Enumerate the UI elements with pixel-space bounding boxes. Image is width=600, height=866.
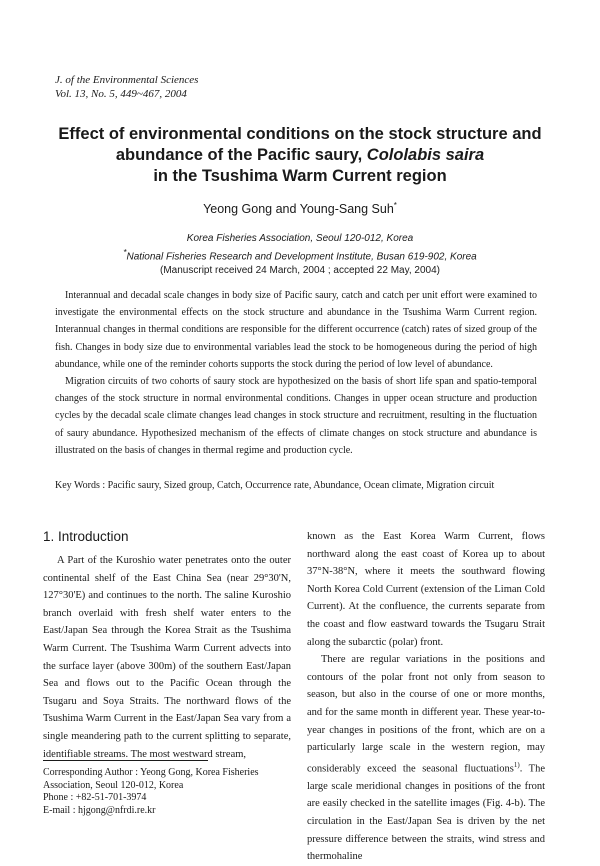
intro-paragraph-3: [307, 651, 545, 866]
keywords: Key Words : Pacific saury, Sized group, Catch, Occurrence rate, Abundance, Ocean climate, Migration circuit: [55, 480, 495, 491]
footnote-email: E-mail : hjgong@nfrdi.re.kr: [43, 804, 156, 816]
intro-paragraph-3-text-a: There are regular variations in the positions and contours of the polar front not only from season to season, but also in the course of one or more months, and for the same month in different year. These year-to-year changes in positions of the front, which are on a particularly large scale in the western region, may considerably exceed the seasonal fluctuations: [307, 654, 545, 775]
author-list: [0, 201, 600, 216]
abstract: [55, 287, 537, 459]
affiliation-2: [0, 246, 600, 263]
title-line-2-text: abundance of the Pacific saury,: [115, 146, 363, 164]
title-line-3: in the Tsushima Warm Current region: [153, 167, 447, 185]
manuscript-dates: (Manuscript received 24 March, 2004 ; accepted 22 May, 2004): [160, 265, 440, 276]
footnote-phone: Phone : +82-51-701-3974: [43, 792, 147, 803]
paper-title: [30, 124, 570, 187]
author-names: Yeong Gong and Young-Sang Suh: [203, 202, 394, 217]
author-marker: *: [393, 201, 397, 210]
section-heading-introduction: 1. Introduction: [43, 529, 129, 544]
title-line-1: Effect of environmental conditions on the stock structure and: [58, 125, 542, 143]
citation-ref: 1): [513, 760, 520, 769]
journal-name: J. of the Environmental Sciences: [55, 74, 199, 86]
intro-paragraph-3-text-b: . The large scale meridional changes in positions of the front are easily checked in the satellite images (Fig. 4-b). The circulation in the East/Japan Sea is driven by the net pressure difference between the straits, wind stress and thermohaline: [307, 763, 546, 863]
species-name: Cololabis saira: [366, 146, 485, 164]
title-line-2: [30, 145, 570, 166]
intro-paragraph-2: known as the East Korea Warm Current, flows northward along the east coast of Korea up to about 37°N-38°N, where it meets the southward flowing North Korea Cold Current (extension of the Liman Cold Current). At the confluence, the currents separate from the coast and flow eastward towards the Tsugaru Strait along the subarctic (polar) front.: [307, 531, 545, 648]
affiliation-1-text: Korea Fisheries Association, Seoul 120-012, Korea: [186, 233, 414, 244]
footnote-author: Corresponding Author : Yeong Gong, Korea Fisheries: [43, 767, 259, 778]
footnote-address: Association, Seoul 120-012, Korea: [43, 779, 184, 791]
affiliation-1: [0, 232, 600, 245]
column-left: [43, 552, 291, 763]
footnote: [43, 767, 259, 817]
footnote-rule: [43, 760, 208, 761]
intro-paragraph-1: A Part of the Kuroshio water penetrates onto the outer continental shelf of the East China Sea (near 29°30'N, 127°30'E) and continues to the north. The saline Kuroshio branch overlaid with fresh shelf water enters to the East/Japan Sea through the Korea Strait as the Tsushima Warm Current. The Tsushima Warm Current advects into the surface layer (above 300m) of the southern East/Japan Sea and flows out to the Pacific Ocean through the Tsugaru and Soya Straits. The northward flows of the Tsushima Warm Current in the East/Japan Sea vary from a single meandering path to the current splitting to separate, identifiable streams. The most westward stream,: [43, 555, 291, 760]
journal-citation: [55, 73, 198, 101]
affiliation-2-text: National Fisheries Research and Development Institute, Busan 619-902, Korea: [126, 251, 477, 263]
column-right: [307, 528, 545, 866]
affiliation-2-marker: *: [123, 247, 127, 257]
journal-volume: Vol. 13, No. 5, 449~467, 2004: [55, 88, 187, 100]
abstract-paragraph-1: Interannual and decadal scale changes in body size of Pacific saury, catch and catch per unit effort were examined to investigate the environmental effects on the stock structure and abundance in the Tsushima Warm Current region. Interannual changes in thermal conditions are responsible for the different occurrence (catch) rates of sized group of the fish. Changes in body size due to environmental variables lead the stock to be homogeneous during the period of high abundance, while one of the reminder cohorts supports the stock during the period of low level of abundance.: [55, 290, 537, 370]
abstract-paragraph-2: Migration circuits of two cohorts of saury stock are hypothesized on the basis of short life span and spatio-temporal changes of the stock structure in normal environmental conditions. Changes in upper ocean structure and production cycles by the decadal scale climate changes lead changes in stock structure and recruitment, resulting in the fluctuation of saury abundance. Hypothesized mechanism of the effects of climate changes on stock structure and abundance is illustrated on the basis of changes in thermal regime and production cycle.: [55, 376, 537, 456]
